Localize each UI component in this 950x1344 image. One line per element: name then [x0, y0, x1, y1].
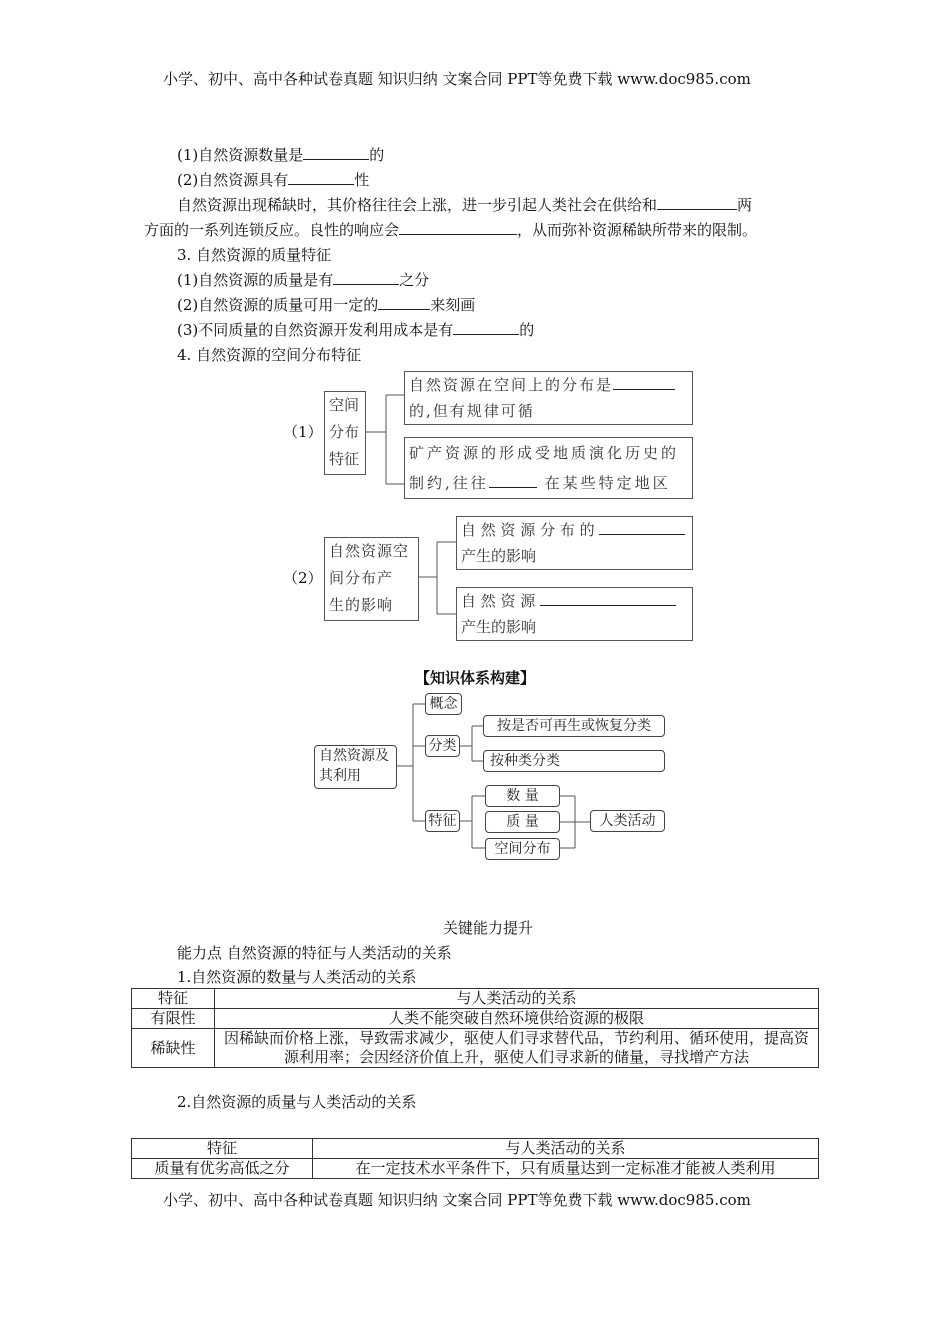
text: (2)自然资源的质量可用一定的	[177, 296, 379, 314]
cell: 人类不能突破自然环境供给资源的极限	[215, 1009, 819, 1029]
table2	[131, 1138, 819, 1179]
table1-title: 1.自然资源的数量与人类活动的关系	[177, 968, 417, 986]
cell: 有限性	[132, 1009, 215, 1029]
map-quantity: 数 量	[485, 785, 560, 807]
text: 产生的影响	[461, 547, 537, 565]
cell: 特征	[132, 989, 215, 1009]
diagram1-label: （1）	[283, 423, 323, 441]
text: 间分布产	[329, 569, 394, 587]
text: 的,但有规律可循	[409, 402, 535, 420]
blank	[540, 591, 676, 606]
diagram2-box1	[456, 516, 693, 570]
text: 在某些特定地区	[544, 474, 671, 492]
page-header: 小学、初中、高中各种试卷真题 知识归纳 文案合同 PPT等免费下载 www.doc985.com	[163, 70, 751, 88]
map-quality: 质 量	[485, 811, 560, 833]
page-footer: 小学、初中、高中各种试卷真题 知识归纳 文案合同 PPT等免费下载 www.doc985.com	[163, 1191, 751, 1209]
map-spatial: 空间分布	[485, 838, 560, 860]
diagram1-main-box	[324, 391, 366, 475]
map-feature: 特征	[425, 810, 460, 832]
text: 特征	[329, 450, 360, 468]
text: 之分	[399, 271, 430, 289]
diagram1-box1	[404, 371, 693, 425]
s4-title: 4. 自然资源的空间分布特征	[177, 346, 362, 364]
text: 来刻画	[430, 296, 476, 314]
text: 空间	[329, 396, 360, 414]
map-human: 人类活动	[590, 810, 665, 832]
text: 制约,往往	[409, 474, 489, 492]
map-class-type: 按种类分类	[483, 750, 665, 772]
diagram1-box2	[404, 437, 693, 499]
blank	[613, 375, 675, 390]
text: 自然资源出现稀缺时，其价格往往会上涨，进一步引起人类社会在供给和	[177, 196, 658, 214]
text: 生的影响	[329, 596, 394, 614]
text: 矿产资源的形成受地质演化历史的	[409, 444, 680, 462]
text: (3)不同质量的自然资源开发利用成本是有	[177, 321, 454, 339]
table-header	[132, 989, 819, 1009]
cell: 稀缺性	[132, 1029, 215, 1068]
diagram2-box2	[456, 587, 693, 641]
table-row	[132, 1159, 819, 1179]
table-row	[132, 1009, 819, 1029]
blank	[599, 520, 685, 535]
diagram2-label: （2）	[283, 569, 323, 587]
map-concept: 概念	[425, 693, 462, 715]
cell: 与人类活动的关系	[215, 989, 819, 1009]
map-root: 自然资源及其利用	[314, 745, 397, 789]
map-classify: 分类	[425, 735, 460, 757]
text: 自然资源空	[329, 542, 410, 560]
cell: 特征	[132, 1139, 313, 1159]
text: 方面的一系列连锁反应。良性的响应会	[144, 221, 400, 239]
map-class-renewable: 按是否可再生或恢复分类	[483, 715, 665, 737]
text: (1)自然资源的质量是有	[177, 271, 334, 289]
ability-point: 能力点 自然资源的特征与人类活动的关系	[177, 944, 452, 962]
table-header	[132, 1139, 819, 1159]
text: 的	[369, 146, 385, 164]
text: 的	[519, 321, 535, 339]
text: 两	[737, 196, 753, 214]
knowledge-map-title: 【知识体系构建】	[415, 669, 536, 687]
text: 自然资源在空间上的分布是	[409, 376, 614, 394]
text: 性	[354, 171, 370, 189]
cell: 因稀缺而价格上涨，导致需求减少，驱使人们寻求替代品，节约利用、循环使用，提高资源利用率；会因经济价值上升，驱使人们寻求新的储量，寻找增产方法	[215, 1029, 819, 1068]
table1	[131, 988, 819, 1068]
text: 自 然 资 源 分 布 的	[461, 521, 595, 539]
text: 分布	[329, 423, 360, 441]
table2-title: 2.自然资源的质量与人类活动的关系	[177, 1093, 417, 1111]
cell: 质量有优劣高低之分	[132, 1159, 313, 1179]
s3-title: 3. 自然资源的质量特征	[177, 246, 332, 264]
cell: 在一定技术水平条件下，只有质量达到一定标准才能被人类利用	[313, 1159, 819, 1179]
text: ，从而弥补资源稀缺所带来的限制。	[517, 221, 758, 239]
cell: 与人类活动的关系	[313, 1139, 819, 1159]
ability-title: 关键能力提升	[443, 919, 534, 937]
text: 自 然 资 源	[461, 592, 536, 610]
blank	[489, 473, 537, 488]
text: (1)自然资源数量是	[177, 146, 304, 164]
text: (2)自然资源具有	[177, 171, 289, 189]
table-row	[132, 1029, 819, 1068]
diagram2-main-box	[324, 537, 419, 621]
text: 产生的影响	[461, 618, 537, 636]
